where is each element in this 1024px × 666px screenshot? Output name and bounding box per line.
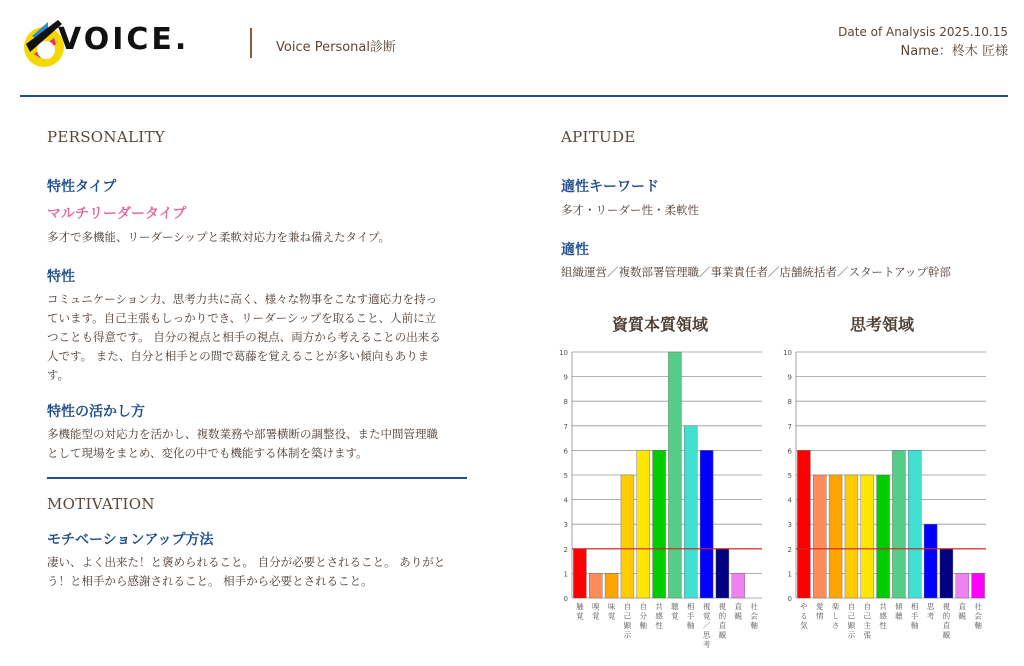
bar bbox=[653, 450, 666, 598]
x-tick-label: 楽しさ bbox=[831, 602, 840, 630]
analysis-date: Date of Analysis 2025.10.15 bbox=[838, 25, 1008, 39]
trait-line: コミュニケーション力、思考力共に高く、様々な物事をこなす適応力を持っ bbox=[47, 292, 438, 306]
type-heading: 特性タイプ bbox=[47, 179, 117, 195]
x-tick-label: 傾聴 bbox=[895, 602, 903, 621]
y-tick-label: 5 bbox=[563, 472, 568, 480]
trait-line: ています。自己主張もしっかりでき、リーダーシップを取ること、人前に立 bbox=[47, 311, 437, 325]
x-tick-label: 自己顕示 bbox=[847, 602, 856, 640]
essence-bar-chart bbox=[552, 342, 766, 660]
y-tick-label: 7 bbox=[787, 422, 792, 431]
motivation-heading: モチベーションアップ方法 bbox=[47, 532, 214, 548]
section-title-personality: PERSONALITY bbox=[47, 128, 165, 146]
trait-heading: 特性 bbox=[47, 269, 75, 285]
y-tick-label: 1 bbox=[787, 570, 792, 579]
type-name: マルチリーダータイプ bbox=[47, 206, 187, 222]
chart-title-essence: 資質本質領域 bbox=[611, 315, 708, 334]
y-tick-label: 10 bbox=[783, 349, 792, 357]
bar bbox=[797, 450, 810, 598]
bar bbox=[605, 573, 618, 598]
y-tick-label: 6 bbox=[787, 447, 792, 456]
x-tick-label: 社会軸 bbox=[750, 602, 758, 630]
bar bbox=[940, 549, 953, 598]
x-tick-label: 共感性 bbox=[655, 602, 663, 630]
keyword-text: 多才・リーダー性・柔軟性 bbox=[561, 203, 699, 217]
x-tick-label: 共感性 bbox=[879, 602, 887, 630]
y-tick-label: 3 bbox=[787, 521, 792, 530]
analysis-meta bbox=[838, 22, 1008, 62]
y-tick-label: 9 bbox=[787, 373, 792, 382]
trait-line: 人です。 また、自分と相手との間で葛藤を覚えることが多い傾向もありま bbox=[47, 349, 430, 363]
x-tick-label: 相手軸 bbox=[911, 602, 919, 630]
keyword-heading: 適性キーワード bbox=[561, 179, 659, 195]
y-tick-label: 3 bbox=[563, 521, 568, 530]
use-line: として現場をまとめ、変化の中でも機能する体制を築けます。 bbox=[47, 446, 368, 460]
section-title-aptitude: APITUDE bbox=[561, 128, 636, 146]
section-title-motivation: MOTIVATION bbox=[47, 495, 155, 513]
motivation-line: う！と相手から感謝されること。 相手から必要とされること。 bbox=[47, 574, 373, 588]
y-tick-label: 5 bbox=[787, 472, 792, 480]
use-text bbox=[47, 425, 477, 463]
bar bbox=[956, 573, 969, 598]
x-tick-label: 視的直観 bbox=[718, 602, 727, 640]
bar bbox=[892, 450, 905, 598]
bar bbox=[813, 475, 826, 598]
x-tick-label: 直観 bbox=[734, 602, 742, 621]
bar bbox=[700, 450, 713, 598]
y-tick-label: 0 bbox=[563, 595, 568, 603]
bar bbox=[716, 549, 729, 598]
header-divider bbox=[250, 28, 252, 58]
client-name: Name：柊木 匠様 bbox=[900, 44, 1008, 59]
logo-text: VOICE. bbox=[58, 22, 190, 57]
y-tick-label: 0 bbox=[787, 595, 792, 603]
y-tick-label: 9 bbox=[563, 373, 568, 382]
page-subtitle: Voice Personal診断 bbox=[276, 40, 396, 55]
y-tick-label: 1 bbox=[563, 570, 568, 579]
bar bbox=[861, 475, 874, 598]
x-tick-label: 自己顕示 bbox=[623, 602, 632, 640]
x-tick-label: 愛情 bbox=[816, 602, 824, 621]
x-tick-label: 直観 bbox=[958, 602, 966, 621]
type-description: 多才で多機能、リーダーシップと柔軟対応力を兼ね備えたタイプ。 bbox=[47, 230, 391, 244]
bar bbox=[684, 426, 697, 598]
section-divider bbox=[47, 477, 467, 479]
bar bbox=[732, 573, 745, 598]
x-tick-label: 自己主張 bbox=[863, 602, 871, 640]
bar bbox=[908, 450, 921, 598]
use-heading: 特性の活かし方 bbox=[47, 404, 145, 420]
bar bbox=[829, 475, 842, 598]
y-tick-label: 4 bbox=[563, 496, 568, 505]
trait-line: す。 bbox=[47, 368, 70, 382]
y-tick-label: 4 bbox=[787, 496, 792, 505]
motivation-line: 凄い、よく出来た！と褒められること。 自分が必要とされること。 ありがと bbox=[47, 555, 446, 569]
y-tick-label: 7 bbox=[563, 422, 568, 431]
y-tick-label: 6 bbox=[563, 447, 568, 456]
x-tick-label: 視的直観 bbox=[942, 602, 951, 640]
x-tick-label: 味覚 bbox=[607, 602, 616, 621]
y-tick-label: 8 bbox=[563, 398, 568, 407]
fit-heading: 適性 bbox=[561, 242, 589, 258]
trait-text bbox=[47, 290, 477, 385]
x-tick-label: 触覚 bbox=[576, 602, 584, 621]
bar bbox=[877, 475, 890, 598]
trait-line: つことも得意です。 自分の視点と相手の視点、両方から考えることの出来る bbox=[47, 330, 441, 344]
bar bbox=[845, 475, 858, 598]
bar bbox=[589, 573, 602, 598]
x-tick-label: 聴覚 bbox=[671, 602, 679, 621]
y-tick-label: 2 bbox=[563, 545, 568, 554]
y-tick-label: 8 bbox=[787, 398, 792, 407]
y-tick-label: 10 bbox=[559, 349, 568, 357]
bar bbox=[668, 352, 681, 598]
y-tick-label: 2 bbox=[787, 545, 792, 554]
bar bbox=[972, 573, 985, 598]
x-tick-label: 社会軸 bbox=[974, 602, 982, 630]
x-tick-label: 相手軸 bbox=[687, 602, 695, 630]
page-header bbox=[0, 0, 1024, 96]
bar bbox=[637, 450, 650, 598]
bar bbox=[573, 549, 586, 598]
bar bbox=[621, 475, 634, 598]
logo-inner-circle bbox=[37, 41, 55, 59]
bar bbox=[924, 524, 937, 598]
thinking-bar-chart bbox=[776, 342, 990, 660]
motivation-text bbox=[47, 553, 477, 591]
x-tick-label: 自分軸 bbox=[639, 602, 647, 630]
x-tick-label: やる気 bbox=[800, 602, 808, 630]
x-tick-label: 嗅覚 bbox=[592, 602, 600, 621]
fit-text: 組織運営／複数部署管理職／事業責任者／店舗統括者／スタートアップ幹部 bbox=[561, 265, 951, 279]
chart-title-thinking: 思考領域 bbox=[849, 315, 914, 334]
x-tick-label: 視覚／思考 bbox=[702, 602, 711, 649]
x-tick-label: 思考 bbox=[926, 602, 935, 621]
use-line: 多機能型の対応力を活かし、複数業務や部署横断の調整役、また中間管理職 bbox=[47, 427, 438, 441]
header-rule bbox=[20, 95, 1008, 97]
